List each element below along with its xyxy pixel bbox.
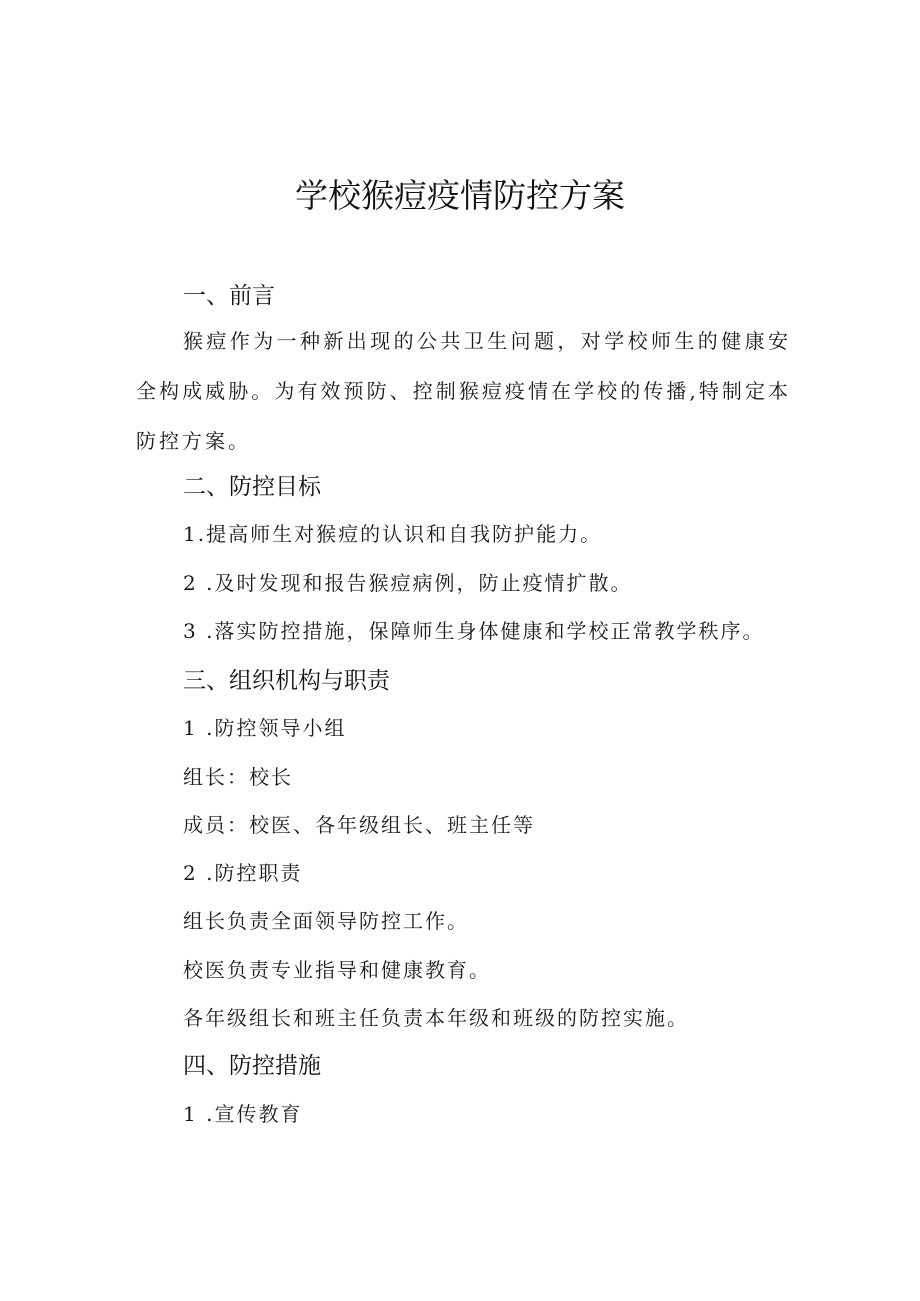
section-heading-goals: 二、防控目标 bbox=[183, 474, 321, 500]
goal-item-2: 2 .及时发现和报告猴痘病例，防止疫情扩散。 bbox=[183, 571, 633, 595]
goal-item-1: 1.提高师生对猴痘的认识和自我防护能力。 bbox=[183, 522, 603, 546]
section-heading-preface: 一、前言 bbox=[183, 283, 275, 309]
org-item-members: 成员：校医、各年级组长、班主任等 bbox=[183, 813, 535, 837]
section-heading-measures: 四、防控措施 bbox=[183, 1053, 321, 1079]
org-item-duties: 2 .防控职责 bbox=[183, 861, 303, 885]
section-heading-organization: 三、组织机构与职责 bbox=[183, 668, 390, 694]
org-item-group-leader: 组长：校长 bbox=[183, 765, 293, 789]
measure-item-education: 1 .宣传教育 bbox=[183, 1102, 303, 1126]
document-title: 学校猴痘疫情防控方案 bbox=[295, 176, 625, 215]
org-item-leading-group: 1 .防控领导小组 bbox=[183, 716, 347, 740]
goal-item-3: 3 .落实防控措施，保障师生身体健康和学校正常教学秩序。 bbox=[183, 619, 765, 643]
org-item-duty-doctor: 校医负责专业指导和健康教育。 bbox=[183, 958, 491, 982]
org-item-duty-leader: 组长负责全面领导防控工作。 bbox=[183, 909, 469, 933]
org-item-duty-teachers: 各年级组长和班主任负责本年级和班级的防控实施。 bbox=[183, 1006, 689, 1030]
preface-paragraph: 猴痘作为一种新出现的公共卫生问题，对学校师生的健康安全构成威胁。为有效预防、控制猴痘疫情在学校的传播,特制定本防控方案。 bbox=[136, 329, 791, 453]
